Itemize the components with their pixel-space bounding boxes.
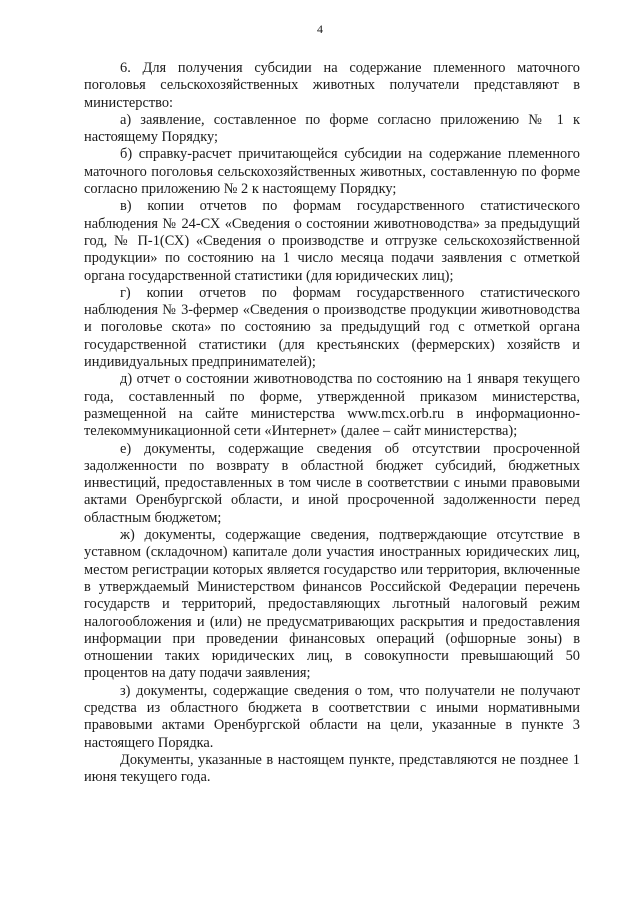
- paragraph-subitem-zh: ж) документы, содержащие сведения, подтверждающие отсутствие в уставном (складочном) капитале доли участия иностранных юридических лиц, местом регистрации которых является государство или территория, включенные в утверждаемый Министерством финансов Российской Федерации перечень государств и территорий, предоставляющих льготный налоговый режим налогообложения и (или) не предусматривающих раскрытия и предоставления информации при проведении финансовых операций (офшорные зоны) в отношении таких юридических лиц, в совокупности превышающий 50 процентов на дату подачи заявления;: [84, 527, 580, 682]
- paragraph-subitem-z: з) документы, содержащие сведения о том, что получатели не получают средства из областного бюджета в соответствии с иными нормативными правовыми актами Оренбургской области на цели, указанные в пункте 3 настоящего Порядка.: [84, 682, 580, 751]
- document-body: [84, 60, 580, 786]
- paragraph-subitem-d: д) отчет о состоянии животноводства по состоянию на 1 января текущего года, составленный по форме, утвержденной приказом министерства, размещенной на сайте министерства www.mcx.orb.ru в информационно-телекоммуникационной сети «Интернет» (далее – сайт министерства);: [84, 371, 580, 440]
- paragraph-item-6: 6. Для получения субсидии на содержание племенного маточного поголовья сельскохозяйственных животных получатели представляют в министерство:: [84, 60, 580, 111]
- page-number: 4: [317, 22, 323, 36]
- paragraph-subitem-b: б) справку-расчет причитающейся субсидии на содержание племенного маточного поголовья сельскохозяйственных животных, составленную по форме согласно приложению № 2 к настоящему Порядку;: [84, 146, 580, 198]
- paragraph-subitem-g: г) копии отчетов по формам государственного статистического наблюдения № 3-фермер «Сведения о производстве продукции животноводства и поголовье скота» по состоянию за предыдущий год с отметкой органа государственной статистики (для крестьянских (фермерских) хозяйств и индивидуальных предпринимателей);: [84, 284, 580, 371]
- paragraph-closing: Документы, указанные в настоящем пункте, представляются не позднее 1 июня текущего года.: [84, 751, 580, 786]
- paragraph-subitem-a: а) заявление, составленное по форме согласно приложению № 1 к настоящему Порядку;: [84, 111, 580, 146]
- paragraph-subitem-e: е) документы, содержащие сведения об отсутствии просроченной задолженности по возврату в областной бюджет субсидий, бюджетных инвестиций, предоставленных в том числе в соответствии с иными правовыми актами Оренбургской области, и иной просроченной задолженности перед областным бюджетом;: [84, 440, 580, 526]
- paragraph-subitem-v: в) копии отчетов по формам государственного статистического наблюдения № 24-СХ «Сведения о состоянии животноводства» за предыдущий год, № П-1(СХ) «Сведения о производстве и отгрузке сельскохозяйственной продукции» по состоянию на 1 число месяца подачи заявления с отметкой органа государственной статистики (для юридических лиц);: [84, 198, 580, 284]
